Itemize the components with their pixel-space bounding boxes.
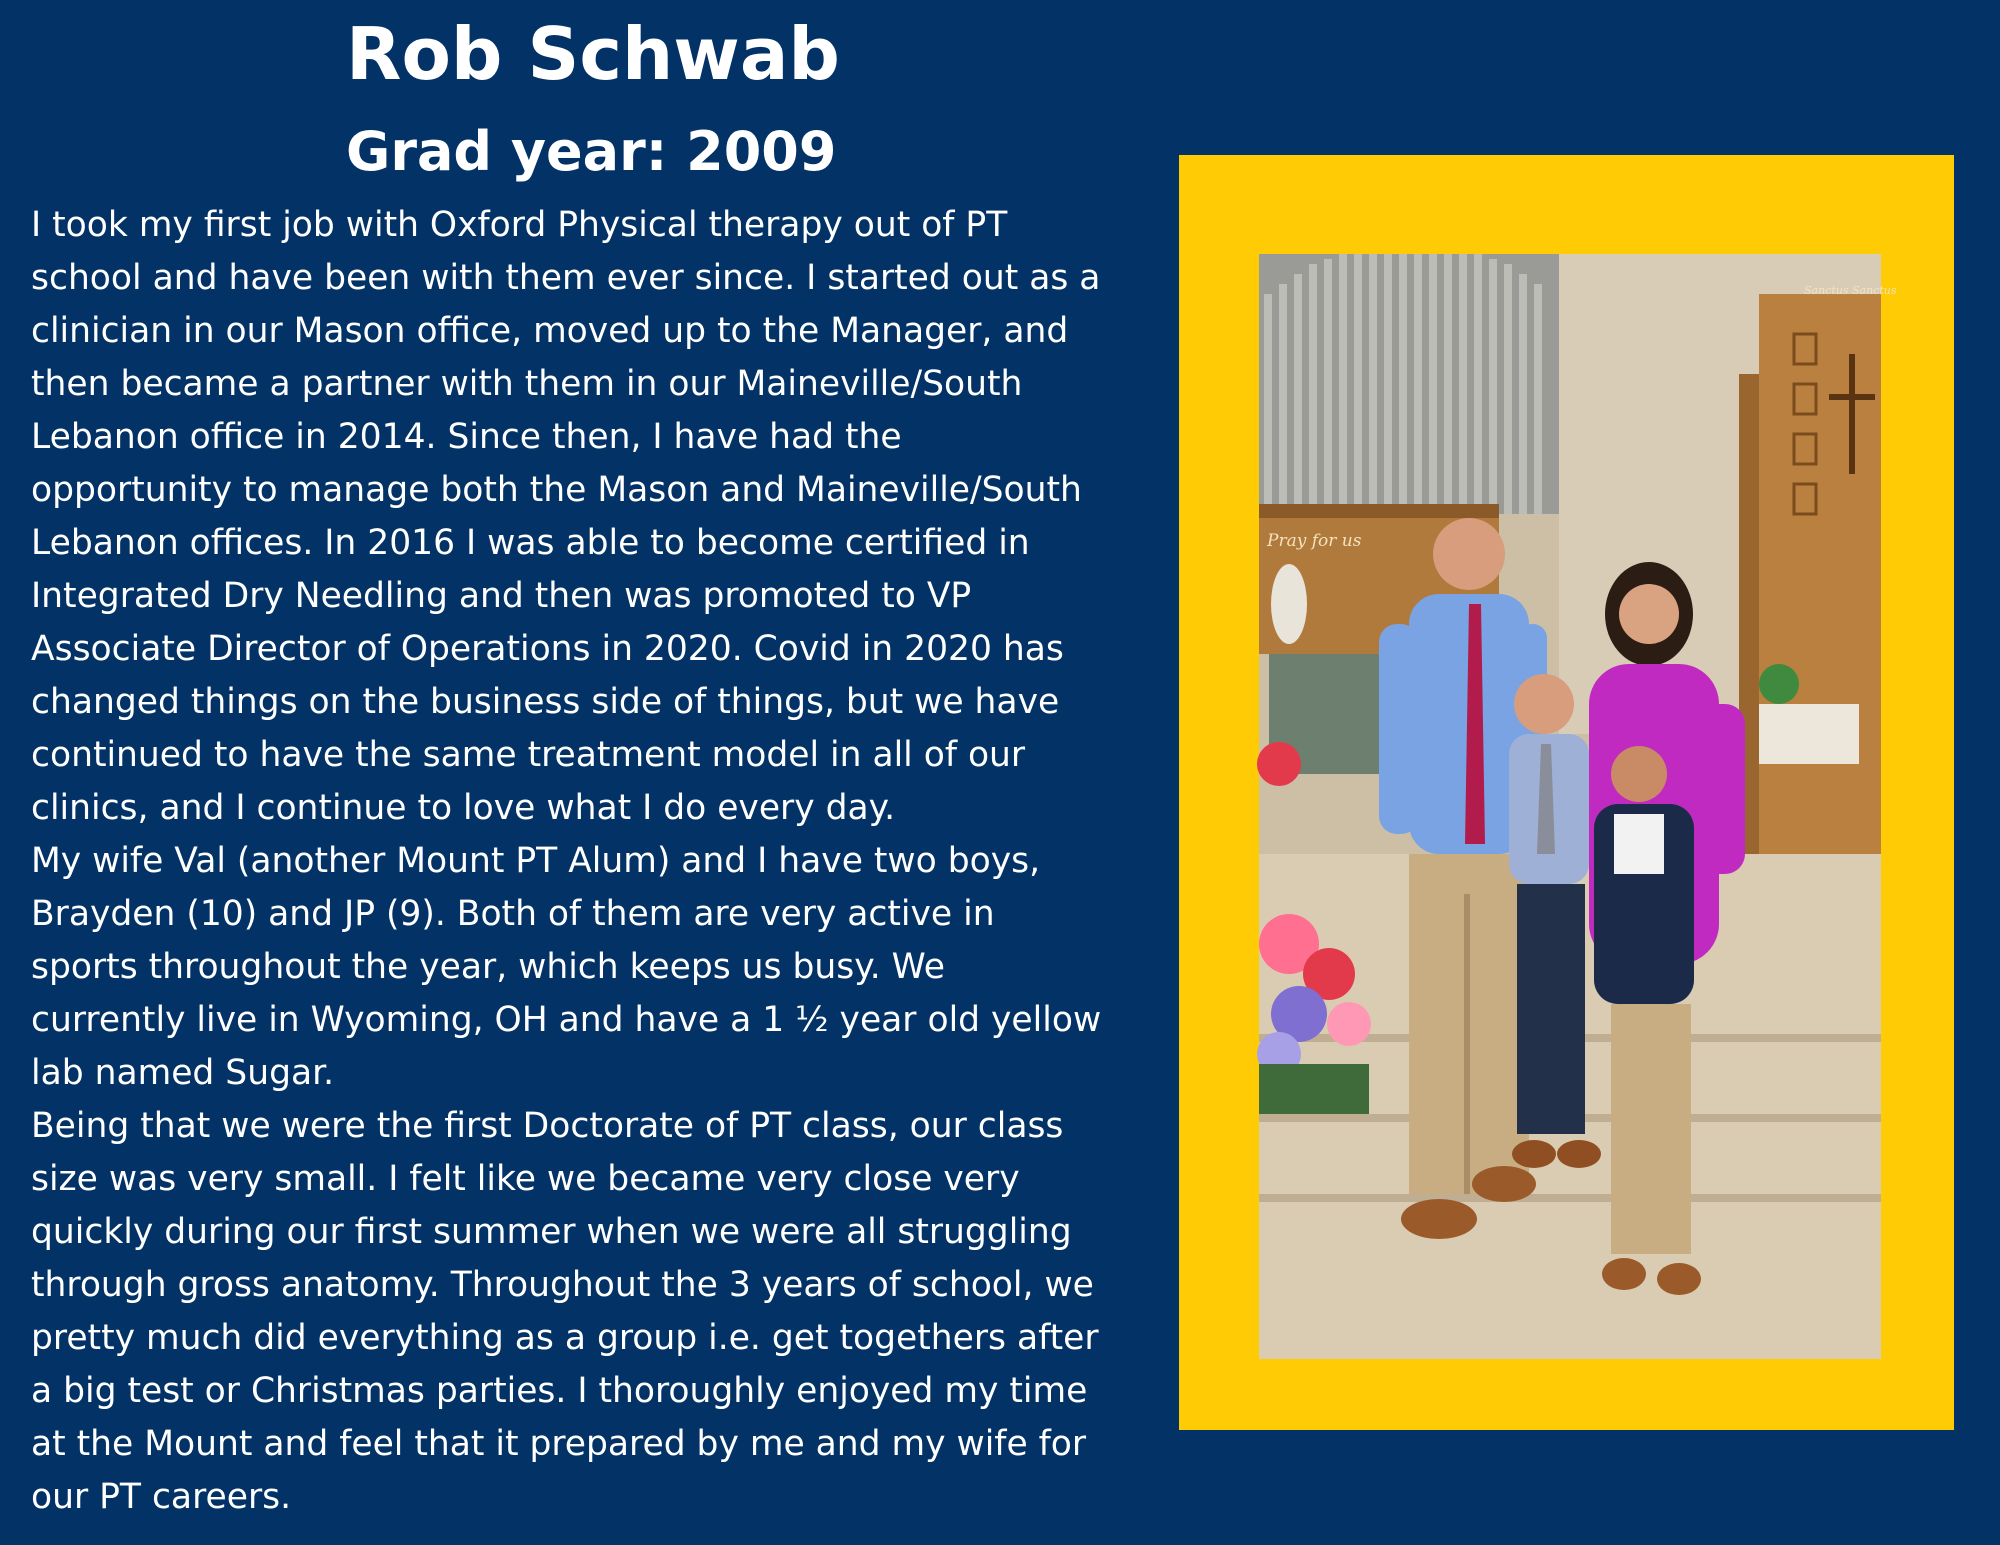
bio-line: school and have been with them ever since. I started out as a	[31, 258, 1101, 298]
bio-line: sports throughout the year, which keeps us busy. We	[31, 947, 945, 987]
statue	[1271, 564, 1307, 644]
bio-line: Integrated Dry Needling and then was promoted to VP	[31, 576, 972, 616]
bio-line: lab named Sugar.	[31, 1053, 335, 1093]
bio-line: our PT careers.	[31, 1477, 292, 1517]
crucifix	[1849, 354, 1855, 474]
bio-line: Brayden (10) and JP (9). Both of them are very active in	[31, 894, 995, 934]
bio-line: a big test or Christmas parties. I thoroughly enjoyed my time	[31, 1371, 1088, 1411]
bio-line: at the Mount and feel that it prepared by me and my wife for	[31, 1424, 1087, 1464]
bio-line: quickly during our first summer when we were all struggling	[31, 1212, 1072, 1252]
bio-line: Lebanon office in 2014. Since then, I have had the	[31, 417, 902, 457]
pray-sign: Pray for us	[1267, 531, 1362, 551]
grad-year: Grad year: 2009	[346, 120, 837, 183]
organ-pipes	[1259, 254, 1559, 514]
reredos	[1759, 294, 1881, 854]
bio-line: currently live in Wyoming, OH and have a 1 ½ year old yellow	[31, 1000, 1102, 1040]
bio-line: Associate Director of Operations in 2020. Covid in 2020 has	[31, 629, 1064, 669]
bio-line: opportunity to manage both the Mason and Maineville/South	[31, 470, 1082, 510]
bio-line: clinics, and I continue to love what I do every day.	[31, 788, 896, 828]
bio-line: through gross anatomy. Throughout the 3 years of school, we	[31, 1265, 1094, 1305]
bio-line: clinician in our Mason office, moved up to the Manager, and	[31, 311, 1069, 351]
bio-line: I took my first job with Oxford Physical therapy out of PT	[31, 205, 1008, 245]
sanctus-plaque: Sanctus Sanctus	[1804, 284, 1897, 297]
bio-line: Being that we were the first Doctorate of PT class, our class	[31, 1106, 1064, 1146]
bio-line: then became a partner with them in our Maineville/South	[31, 364, 1023, 404]
bio-line: size was very small. I felt like we became very close very	[31, 1159, 1020, 1199]
bio-line: changed things on the business side of things, but we have	[31, 682, 1060, 722]
bio-line: continued to have the same treatment model in all of our	[31, 735, 1026, 775]
bio-line: Lebanon offices. In 2016 I was able to become certified in	[31, 523, 1030, 563]
bio-text	[31, 199, 1181, 1524]
bio-line: pretty much did everything as a group i.e. get togethers after	[31, 1318, 1099, 1358]
person-name: Rob Schwab	[346, 12, 840, 96]
family-photo	[1259, 254, 1897, 1359]
bio-line: My wife Val (another Mount PT Alum) and I have two boys,	[31, 841, 1041, 881]
